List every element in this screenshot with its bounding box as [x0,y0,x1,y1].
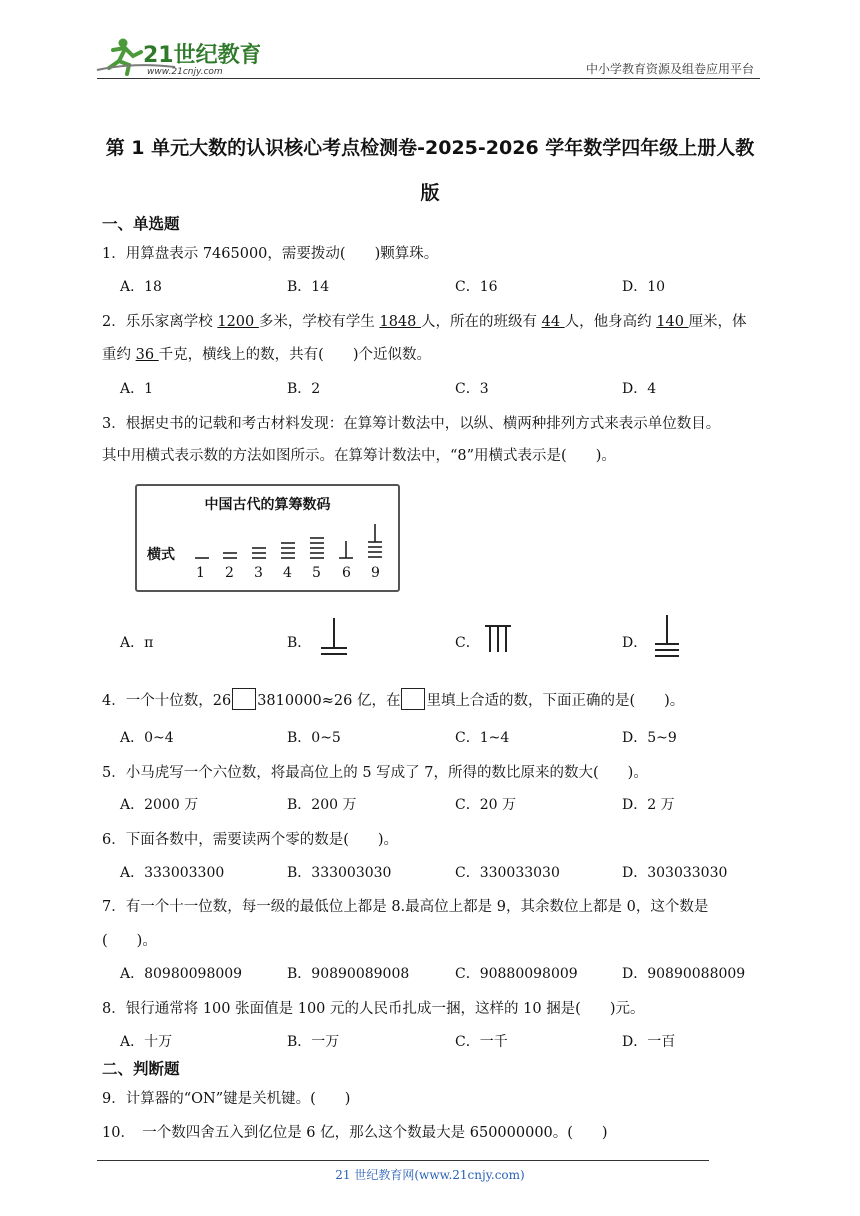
figure-digit: 2 [225,565,234,581]
figure-row-label: 横式 [147,547,175,563]
svg-text:21世纪教育: 21世纪教育 [143,43,260,68]
header-divider [97,78,760,79]
q2-option-c: C．3 [455,381,489,397]
question-10: 10． 一个数四舍五入到亿位是 6 亿，那么这个数最大是 650000000。( ) [102,1125,608,1141]
q7-option-a: A．80980098009 [120,966,243,982]
platform-name: 中小学教育资源及组卷应用平台 [585,62,754,76]
figure-digit: 1 [196,565,205,581]
q5-option-b: B．200 万 [287,797,357,813]
q3-option-d: D． [622,635,648,651]
q7-option-b: B．90890089008 [287,966,410,982]
q3-option-b-rod-icon [318,614,350,660]
q6-option-a: A．333003300 [120,865,225,881]
q6-option-b: B．333003030 [287,865,392,881]
question-6: 6．下面各数中，需要读两个零的数是( )。 [102,832,399,848]
rod-symbols [137,486,398,590]
q3-option-c: C． [455,635,480,651]
q4-option-b: B．0~5 [287,730,341,746]
q1-option-b: B．14 [287,279,330,295]
question-2-line1: 2．乐乐家离学校 1200 多米，学校有学生 1848 人，所在的班级有 44 人，他身高约 140 厘米，体 [102,314,747,330]
question-3-line1: 3．根据史书的记载和考古材料发现：在算筹计数法中，以纵、横两种排列方式来表示单位数目。 [102,416,721,432]
figure-digit: 3 [254,565,263,581]
q2-option-d: D．4 [622,381,657,397]
q8-option-b: B．一万 [287,1034,340,1050]
q4-option-c: C．1~4 [455,730,510,746]
section-heading-single-choice: 一、单选题 [102,215,180,233]
q5-option-c: C．20 万 [455,797,516,813]
q5-option-a: A．2000 万 [120,797,199,813]
q8-option-c: C．一千 [455,1034,508,1050]
q3-option-d-rod-icon [652,612,682,662]
q6-option-c: C．330033030 [455,865,560,881]
q7-option-d: D．90890088009 [622,966,746,982]
figure-title: 中国古代的算筹数码 [204,497,331,513]
svg-text:www.21cnjy.com: www.21cnjy.com [147,67,223,77]
q7-option-c: C．90880098009 [455,966,578,982]
q1-option-c: C．16 [455,279,498,295]
q2-option-b: B．2 [287,381,321,397]
page-title-line2: 版 [420,182,440,204]
q1-option-d: D．10 [622,279,666,295]
question-1: 1．用算盘表示 7465000，需要拨动( )颗算珠。 [102,246,439,262]
figure-digit: 9 [371,565,380,581]
q3-option-c-rod-icon [483,620,513,656]
q4-option-d: D．5~9 [622,730,677,746]
footer-link[interactable]: 21 世纪教育网(www.21cnjy.com) [335,1168,525,1182]
question-5: 5．小马虎写一个六位数，将最高位上的 5 写成了 7，所得的数比原来的数大( )。 [102,765,648,781]
q5-option-d: D．2 万 [622,797,675,813]
figure-digit: 5 [312,565,321,581]
answer-box [401,688,425,710]
question-3-line2: 其中用横式表示数的方法如图所示。在算筹计数法中，“8”用横式表示是( )。 [102,448,616,464]
question-7-line1: 7．有一个十一位数，每一级的最低位上都是 8.最高位上都是 9，其余数位上都是 0，这个数是 [102,899,709,915]
q3-option-b: B． [287,635,312,651]
answer-box [232,688,256,710]
q8-option-a: A．十万 [120,1034,173,1050]
q6-option-d: D．303033030 [622,865,728,881]
footer-divider [97,1160,709,1161]
figure-digit: 6 [342,565,351,581]
q8-option-d: D．一百 [622,1034,676,1050]
page-title-line1: 第 1 单元大数的认识核心考点检测卷-2025-2026 学年数学四年级上册人教 [105,137,755,159]
q2-option-a: A．1 [120,381,154,397]
question-2-line2: 重约 36 千克，横线上的数，共有( )个近似数。 [102,347,431,363]
figure-digit: 4 [283,565,292,581]
q3-option-a: A．π [120,635,154,651]
question-7-line2: ( )。 [102,933,157,949]
rod-numeral-figure [135,484,400,592]
q1-option-a: A．18 [120,279,162,295]
question-9: 9．计算器的“ON”键是关机键。( ) [102,1091,351,1107]
site-logo [95,34,260,78]
q4-option-a: A．0~4 [120,730,174,746]
question-4: 4．一个十位数，26 3810000≈26 亿，在 里填上合适的数，下面正确的是( )。 [102,688,684,710]
section-heading-true-false: 二、判断题 [102,1060,180,1078]
question-8: 8．银行通常将 100 张面值是 100 元的人民币扎成一捆，这样的 10 捆是( )元。 [102,1001,645,1017]
